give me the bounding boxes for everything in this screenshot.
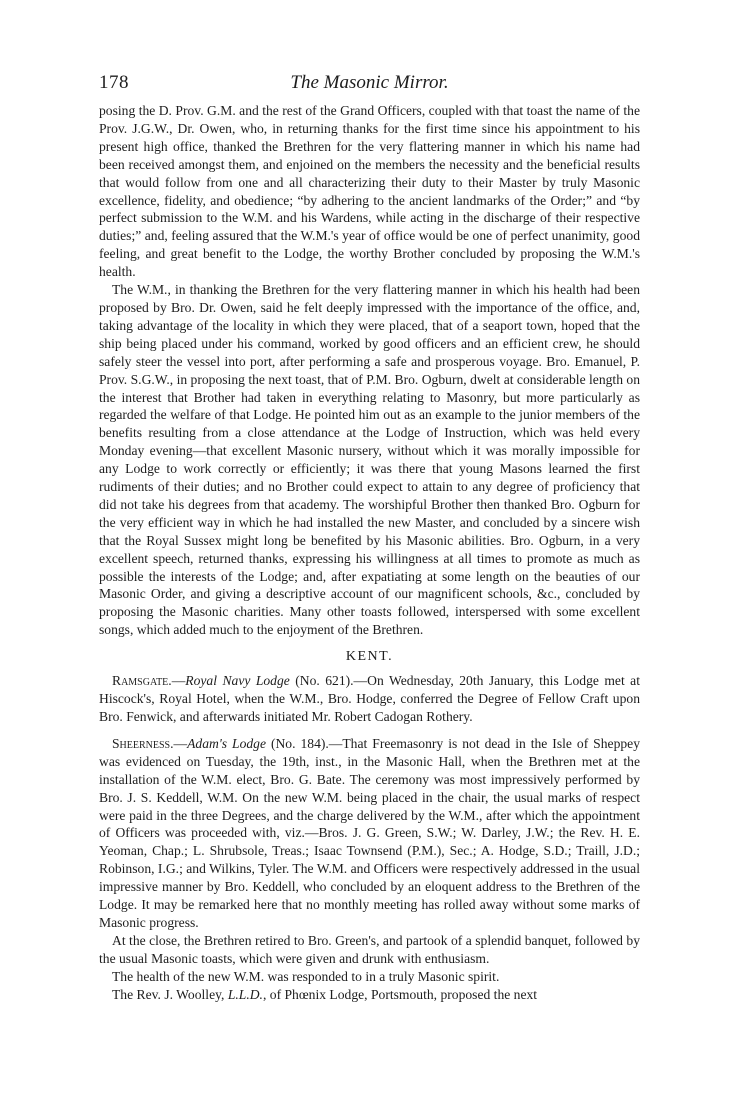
degree: L.L.D.	[227, 986, 263, 1002]
paragraph-wm-reply: The W.M., in thanking the Brethren for the very flattering manner in which his health had been proposed by Bro. Dr. Owen, said he felt deeply impressed with the importance of the office, and, taking advantage of the locality in which they were placed, that of a seaport town, hoped that the ship being placed under his command, worked by good officers and an efficient crew, he should safely steer the vessel into port, after performing a safe and prosperous voyage. Bro. Emanuel, P. Prov. S.G.W., in proposing the next toast, that of P.M. Bro. Ogburn, dwelt at considerable length on the interest that Brother had taken in everything relating to Masonry, but more particularly as regarded the welfare of that Lodge. He pointed him out as an example to the junior members of the benefits resulting from a close attendance at the Lodge of Instruction, which was held every Monday evening—that excellent Masonic nursery, without which it was morally impossible for any Lodge to work correctly or efficiently; it was there that young Masons learned the first rudiments of their duties; and no Brother could expect to attain to any degree of proficiency that did not take his degrees from that academy. The worshipful Brother then thanked Bro. Ogburn for the very efficient way in which he had installed the new Master, and concluded by a sincere wish that the Royal Sussex might long be benefited by his Masonic abilities. Bro. Ogburn, in a very excellent speech, returned thanks, expressing his willingness at all times to promote as much as possible the interests of the Lodge; and, after expatiating at some length on the beauties of our Masonic Order, and giving a descriptive account of our magnificent schools, &c., concluded by proposing the Masonic charities. Many other toasts followed, interspersed with some excellent songs, which added much to the enjoyment of the Brethren.	[99, 282, 640, 638]
dash: —	[171, 673, 186, 689]
lodge-name: Royal Navy Lodge	[185, 673, 290, 689]
paragraph-text: The Rev. J. Woolley,	[112, 986, 228, 1002]
paragraph-banquet: At the close, the Brethren retired to Bro. Green's, and partook of a splendid banquet, followed by the usual Masonic toasts, which were given and drunk with enthusiasm.	[99, 932, 640, 966]
paragraph-text: (No. 621).—On Wednesday, 20th January, this Lodge met at Hiscock's, Royal Hotel, when the W.M., Bro. Hodge, conferred the Degree of Fellow Craft upon Bro. Fenwick, and afterwards initiated Mr. Robert Cadogan Rothery.	[99, 673, 640, 724]
paragraph-sheerness	[99, 735, 640, 932]
paragraph-ramsgate	[99, 672, 640, 726]
running-title: The Masonic Mirror.	[290, 72, 449, 93]
place-name: Sheerness.	[112, 735, 174, 751]
place-name: Ramsgate.	[112, 673, 172, 689]
paragraph-woolley	[99, 986, 640, 1004]
paragraph-gap	[99, 726, 640, 735]
section-heading-kent: KENT.	[345, 649, 394, 665]
article-body	[99, 102, 640, 1004]
lodge-name: Adam's Lodge	[187, 735, 266, 751]
paragraph-text: , of Phœnix Lodge, Portsmouth, proposed the next	[262, 986, 538, 1002]
paragraph-text: (No. 184).—That Freemasonry is not dead in the Isle of Sheppey was evidenced on Tuesday, the 19th, inst., in the Masonic Hall, when the Brethren met at the installation of the W.M. elect, Bro. G. Bate. The ceremony was most impressively performed by Bro. J. S. Keddell, W.M. On the new W.M. being placed in the chair, the usual marks of respect were paid in the three Degrees, and the charge delivered by the W.M., after which the appointment of Officers was proceeded with, viz.—Bros. J. G. Green, S.W.; W. Darley, J.W.; the Rev. H. E. Yeoman, Chap.; L. Shrubsole, Treas.; Isaac Townsend (P.M.), Sec.; A. Hodge, S.D.; Traill, J.D.; Robinson, I.G.; and Wilkins, Tyler. The W.M. and Officers were respectively addressed in the usual impressive manner by Bro. Keddell, who concluded by an eloquent address to the Brethren of the Lodge. It may be remarked here that no monthly meeting has rolled away without some marks of Masonic progress.	[99, 735, 641, 930]
page	[99, 72, 640, 1004]
paragraph-health: The health of the new W.M. was responded to in a truly Masonic spirit.	[112, 968, 500, 984]
page-number: 178	[99, 72, 129, 93]
dash: —	[173, 735, 188, 751]
paragraph-continued: posing the D. Prov. G.M. and the rest of the Grand Officers, coupled with that toast the name of the Prov. J.G.W., Dr. Owen, who, in returning thanks for the first time since his appointment to his present high office, thanked the Brethren for the very flattering manner in which his name had been received amongst them, and enjoined on the members the necessity and the beneficial results that would follow from one and all characterizing their duty to their Master by truly Masonic excellence, fidelity, and obedience; “by adhering to the ancient landmarks of the Order;” and “by perfect submission to the W.M. and his Wardens, while acting in the discharge of their respective duties;” and, feeling assured that the W.M.'s year of office would be one of perfect unanimity, good feeling, and great benefit to the Lodge, the worthy Brother concluded by proposing the W.M.'s health.	[99, 103, 640, 280]
page-header	[99, 72, 640, 102]
